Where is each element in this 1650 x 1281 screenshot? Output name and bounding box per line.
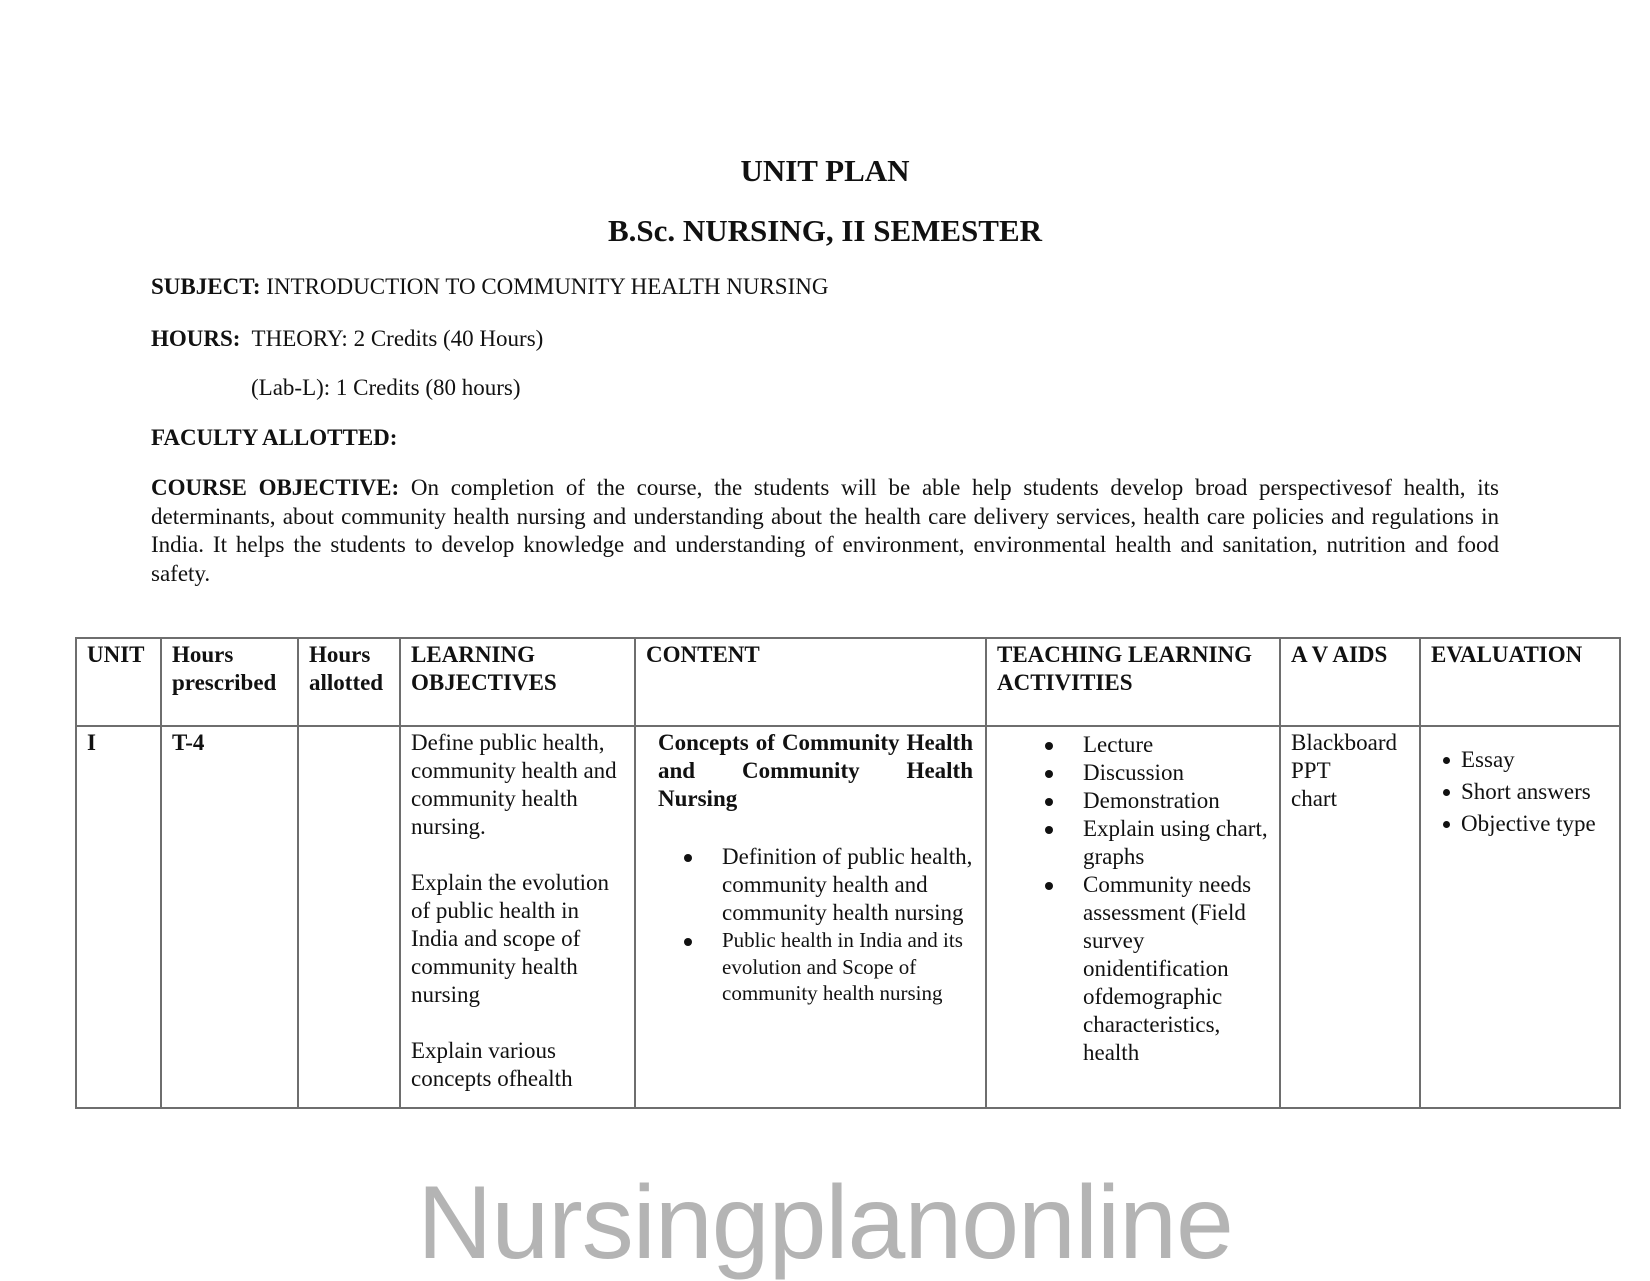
activity-item: Lecture <box>997 731 1269 759</box>
course-objective <box>151 474 1499 588</box>
course-objective-text: On completion of the course, the students will be able help students develop broad perspectivesof health, its determinants, about community health nursing and understanding about the health care delivery services, health care policies and regulations in India. It helps the students to develop knowledge and understanding of environment, environmental health and sanitation, nutrition and food safety. <box>151 475 1500 586</box>
evaluation-item: Objective type <box>1431 808 1609 840</box>
document-title: UNIT PLAN <box>740 153 910 188</box>
cell-learning-objectives <box>400 726 635 1108</box>
content-list <box>646 843 975 1007</box>
cell-teaching-learning-activities <box>986 726 1280 1108</box>
learning-objective: Define public health, community health and community health nursing. <box>411 730 617 839</box>
subject-label: SUBJECT: <box>151 274 261 299</box>
faculty-label: FACULTY ALLOTTED: <box>151 425 398 450</box>
hours-label: HOURS: <box>151 326 241 351</box>
course-objective-label: COURSE OBJECTIVE: <box>151 475 400 500</box>
cell-unit: I <box>76 726 161 1108</box>
hours-lab: (Lab-L): 1 Credits (80 hours) <box>251 375 521 400</box>
table-header-row <box>76 638 1620 726</box>
faculty-line <box>151 424 397 452</box>
activity-item: Demonstration <box>997 787 1269 815</box>
activity-item: Community needs assessment (Field survey onidentification ofdemographic characteristics, health <box>997 871 1269 1067</box>
cell-hours-allotted <box>298 726 400 1108</box>
content-item: Public health in India and its evolution and Scope of community health nursing <box>646 927 975 1007</box>
header-av-aids: A V AIDS <box>1280 638 1420 726</box>
evaluation-item: Short answers <box>1431 776 1609 808</box>
header-hours-prescribed: Hours prescribed <box>161 638 298 726</box>
activities-list <box>997 731 1269 1067</box>
document-subtitle: B.Sc. NURSING, II SEMESTER <box>607 213 1043 248</box>
watermark: Nursingplanonline <box>417 1165 1233 1281</box>
cell-evaluation <box>1420 726 1620 1108</box>
header-content: CONTENT <box>635 638 986 726</box>
header-evaluation: EVALUATION <box>1420 638 1620 726</box>
learning-objective: Explain the evolution of public health in India and scope of community health nursing <box>411 870 610 1007</box>
evaluation-item: Essay <box>1431 744 1609 776</box>
av-aid-item: PPT <box>1291 758 1331 783</box>
subject-line <box>151 273 828 301</box>
header-teaching-learning-activities: TEACHING LEARNING ACTIVITIES <box>986 638 1280 726</box>
header-learning-objectives: LEARNING OBJECTIVES <box>400 638 635 726</box>
cell-av-aids <box>1280 726 1420 1108</box>
hours-theory: THEORY: 2 Credits (40 Hours) <box>251 326 544 351</box>
table-row <box>76 726 1620 1108</box>
content-heading: Concepts of Community Health and Community Health Nursing <box>658 730 973 811</box>
hours-lab-line <box>251 374 521 402</box>
header-unit: UNIT <box>76 638 161 726</box>
av-aid-item: chart <box>1291 786 1337 811</box>
av-aid-item: Blackboard <box>1291 730 1398 755</box>
activity-item: Explain using chart, graphs <box>997 815 1269 871</box>
unit-plan-table <box>75 637 1621 1109</box>
content-item: Definition of public health, community health and community health nursing <box>646 843 975 927</box>
hours-line <box>151 325 543 353</box>
cell-content <box>635 726 986 1108</box>
cell-hours-prescribed: T-4 <box>161 726 298 1108</box>
subject-value: INTRODUCTION TO COMMUNITY HEALTH NURSING <box>266 274 829 299</box>
header-hours-allotted: Hours allotted <box>298 638 400 726</box>
activity-item: Discussion <box>997 759 1269 787</box>
evaluation-list <box>1431 744 1609 840</box>
learning-objective: Explain various concepts ofhealth <box>411 1038 573 1091</box>
